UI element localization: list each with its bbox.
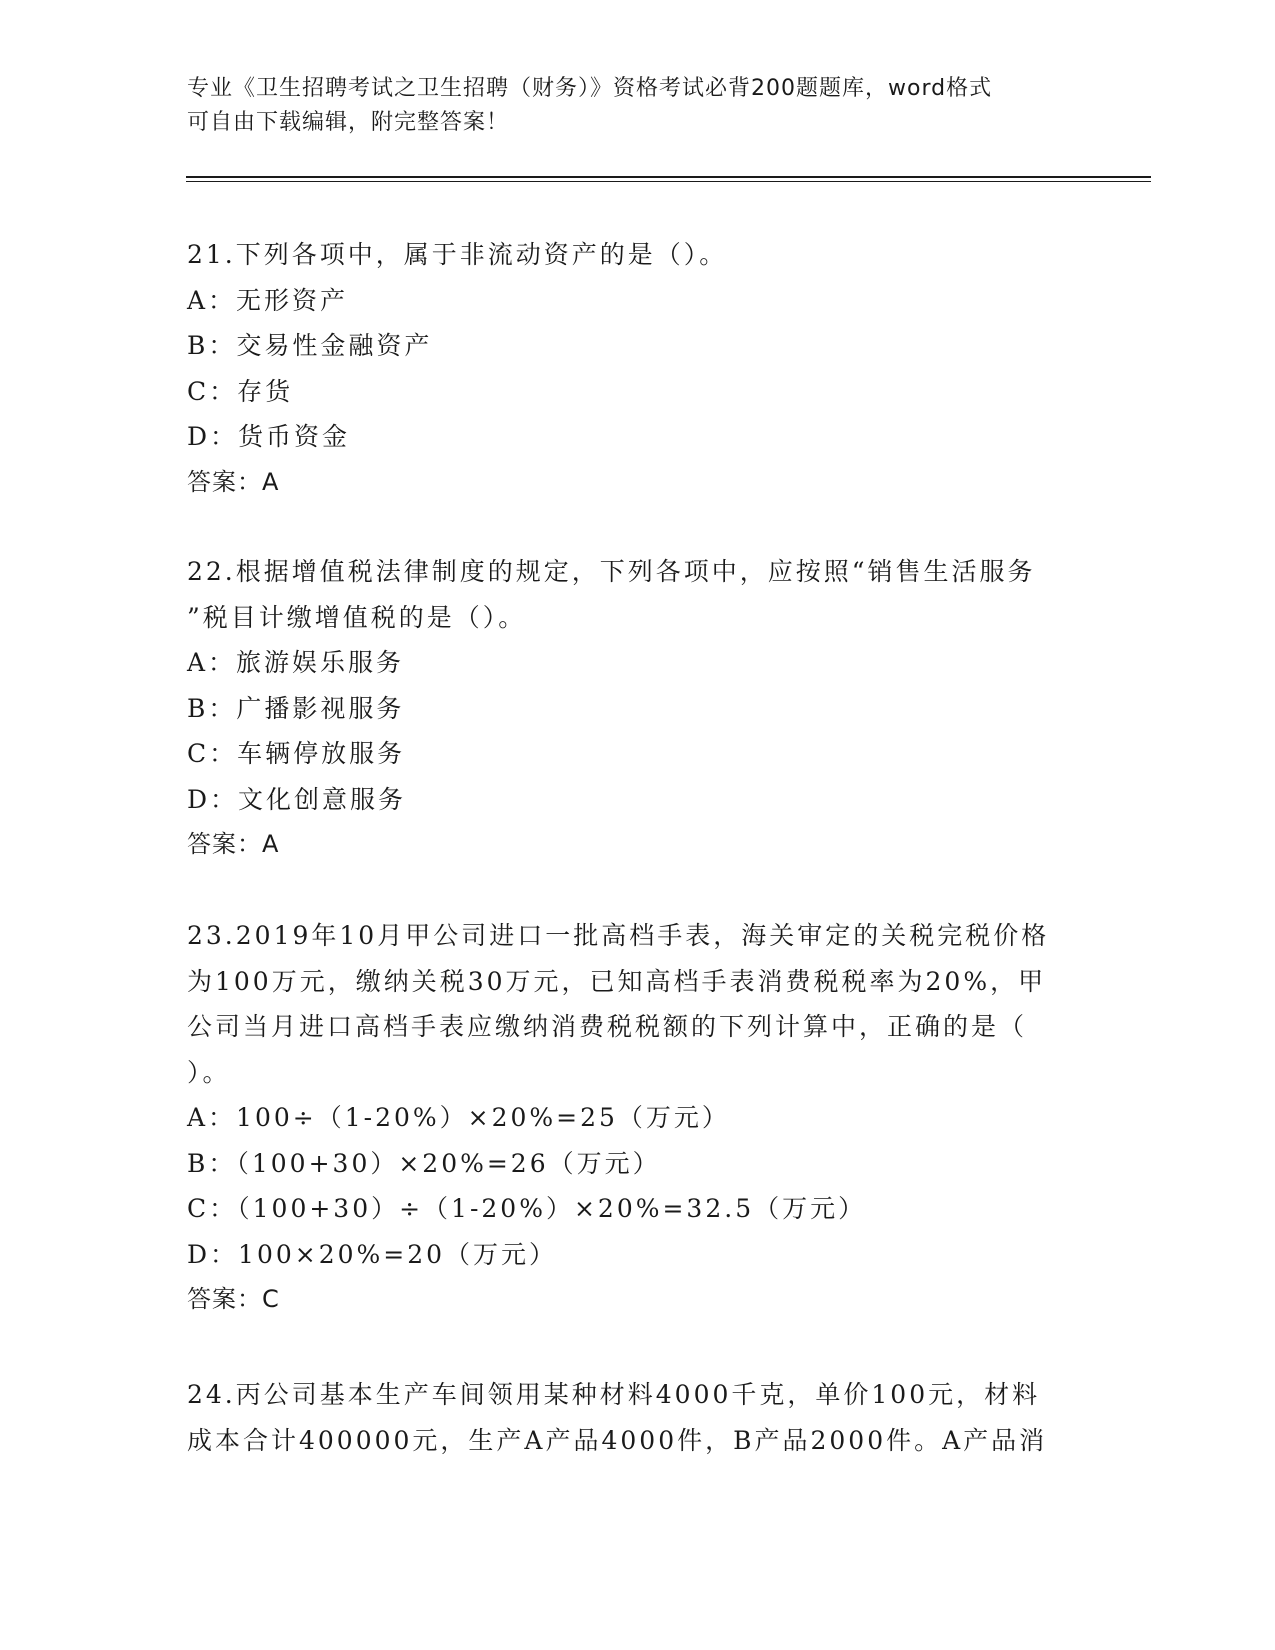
answer-line: 答案：A xyxy=(187,830,280,858)
question-stem-line: 公司当月进口高档手表应缴纳消费税税额的下列计算中，正确的是（ xyxy=(187,1012,1028,1041)
option-d: D：100×20%=20（万元） xyxy=(187,1239,558,1269)
option-c: C：（100+30）÷（1-20%）×20%=32.5（万元） xyxy=(187,1194,867,1223)
question-stem xyxy=(187,232,1077,278)
question-stem-line: 为100万元，缴纳关税30万元，已知高档手表消费税税率为20%，甲 xyxy=(187,966,1047,996)
question-23 xyxy=(187,913,1077,1323)
option-c: C：车辆停放服务 xyxy=(187,739,406,768)
header-line-1: 专业《卫生招聘考试之卫生招聘（财务）》资格考试必背200题题库，word格式 xyxy=(187,76,993,101)
header-line-2: 可自由下载编辑，附完整答案！ xyxy=(187,110,510,135)
option-d: D：货币资金 xyxy=(187,422,351,451)
option-c: C：存货 xyxy=(187,376,294,406)
question-24 xyxy=(187,1372,1077,1463)
question-stem-line: 21.下列各项中，属于非流动资产的是（）。 xyxy=(187,240,728,269)
option-b: B：广播影视服务 xyxy=(187,693,405,723)
option-d: D：文化创意服务 xyxy=(187,784,407,814)
option-a: A：无形资产 xyxy=(187,285,349,315)
question-stem xyxy=(187,549,1077,640)
answer-line: 答案：A xyxy=(187,467,280,496)
question-21 xyxy=(187,232,1077,505)
question-22 xyxy=(187,549,1077,868)
question-stem xyxy=(187,913,1077,1095)
option-a: A：旅游娱乐服务 xyxy=(187,648,405,677)
answer-line: 答案：C xyxy=(187,1285,280,1313)
header-divider-thin xyxy=(186,181,1151,182)
question-stem xyxy=(187,1372,1077,1463)
question-stem-line: ）。 xyxy=(187,1057,231,1087)
question-stem-line: 22.根据增值税法律制度的规定，下列各项中，应按照“销售生活服务 xyxy=(187,557,1036,586)
question-stem-line: ”税目计缴增值税的是（）。 xyxy=(187,602,527,632)
option-list xyxy=(187,1095,1077,1277)
option-b: B：（100+30）×20%=26（万元） xyxy=(187,1148,661,1178)
question-stem-line: 成本合计400000元，生产A产品4000件，B产品2000件。A产品消 xyxy=(187,1425,1048,1455)
option-a: A：100÷（1-20%）×20%=25（万元） xyxy=(187,1103,730,1132)
question-stem-line: 23.2019年10月甲公司进口一批高档手表，海关审定的关税完税价格 xyxy=(187,921,1050,950)
header-divider-thick xyxy=(186,176,1151,178)
option-list xyxy=(187,640,1077,822)
option-list xyxy=(187,278,1077,460)
document-header xyxy=(187,72,1087,140)
question-stem-line: 24.丙公司基本生产车间领用某种材料4000千克，单价100元，材料 xyxy=(187,1380,1041,1409)
option-b: B：交易性金融资产 xyxy=(187,331,433,360)
